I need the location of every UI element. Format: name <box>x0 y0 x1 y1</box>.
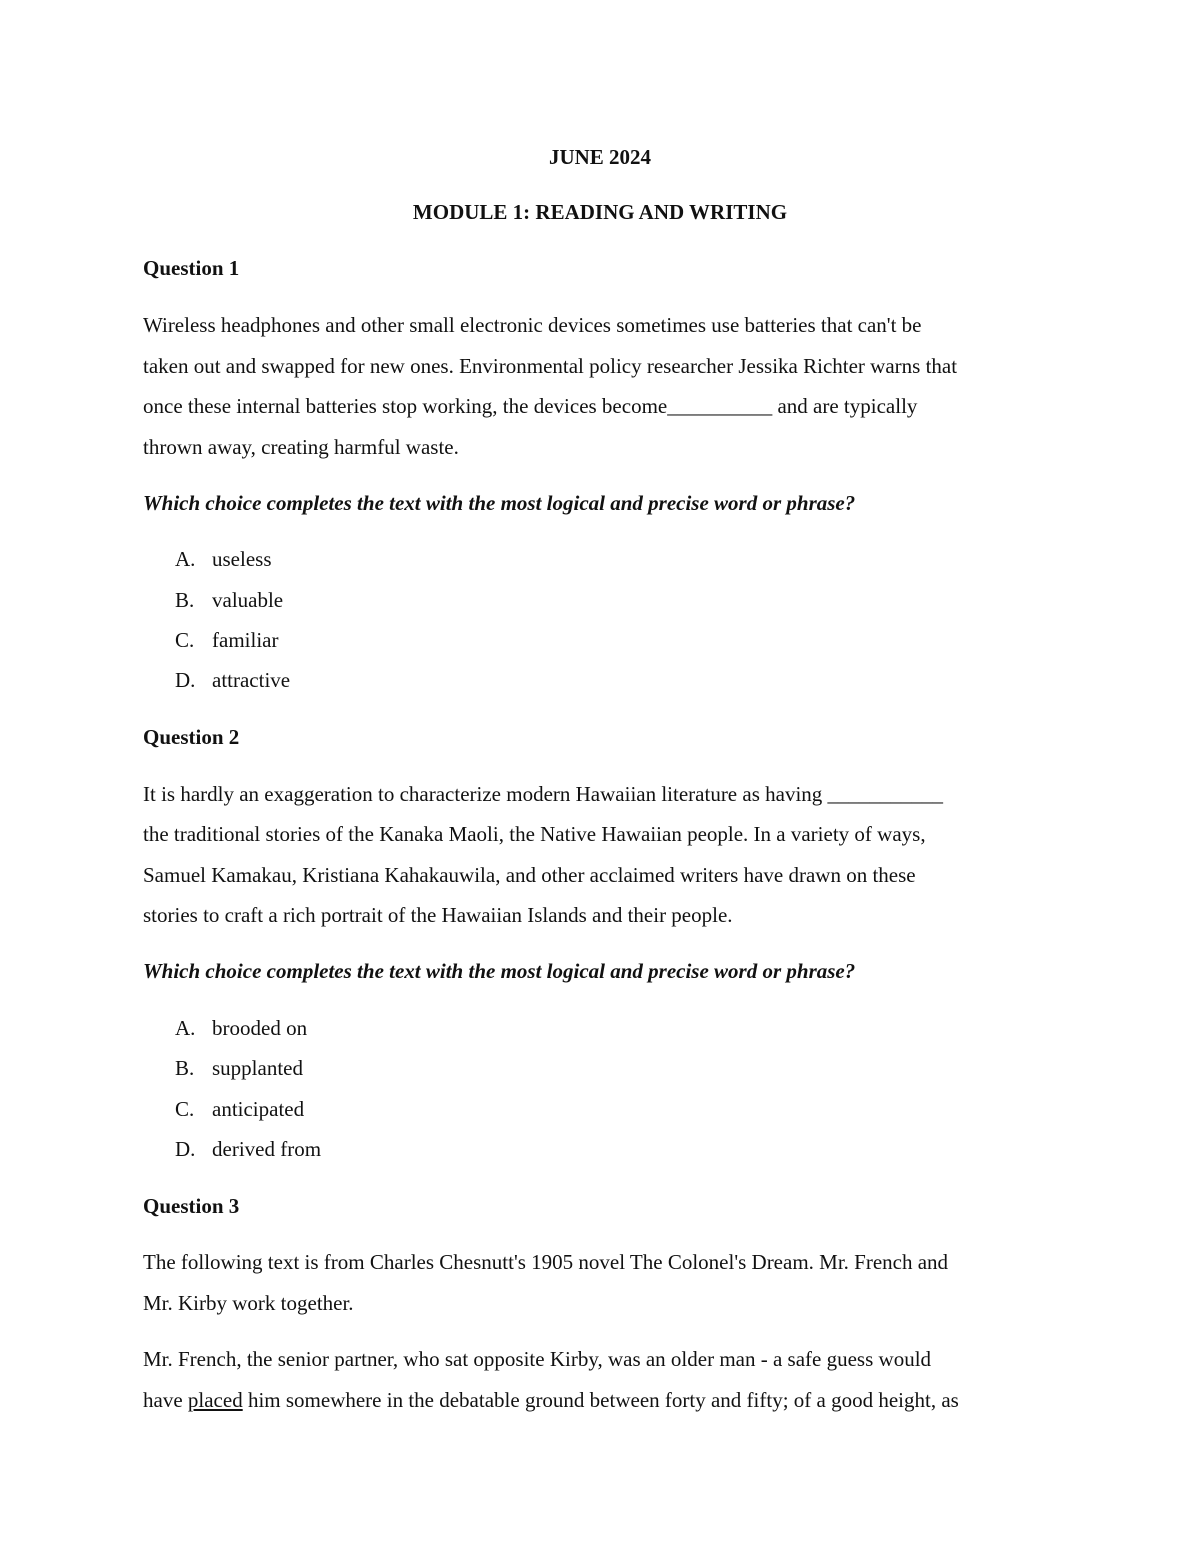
question-2-prompt: Which choice completes the text with the most logical and precise word or phrase? <box>143 959 856 983</box>
question-3-intro-line: The following text is from Charles Chesnutt's 1905 novel The Colonel's Dream. Mr. French and <box>143 1250 949 1274</box>
module-title: MODULE 1: READING AND WRITING <box>412 200 788 224</box>
option-text: supplanted <box>212 1056 303 1080</box>
question-2-passage-line: stories to craft a rich portrait of the Hawaiian Islands and their people. <box>143 903 733 927</box>
question-2-passage-line: Samuel Kamakau, Kristiana Kahakauwila, and other acclaimed writers have drawn on these <box>143 863 916 887</box>
question-1-passage-line: once these internal batteries stop working, the devices become__________ and are typically <box>143 394 918 418</box>
question-2-option-a[interactable] <box>175 1014 307 1042</box>
option-letter: C. <box>175 628 195 652</box>
question-3-heading: Question 3 <box>143 1194 240 1218</box>
question-3-intro-line: Mr. Kirby work together. <box>143 1291 354 1315</box>
question-1-heading: Question 1 <box>143 256 240 280</box>
option-letter: A. <box>175 547 196 571</box>
question-1-option-a[interactable] <box>175 545 272 573</box>
question-1-option-b[interactable] <box>175 586 283 614</box>
question-1-passage-line: thrown away, creating harmful waste. <box>143 435 459 459</box>
question-1-passage-line: Wireless headphones and other small electronic devices sometimes use batteries that can't be <box>143 313 922 337</box>
option-letter: D. <box>175 1137 196 1161</box>
document-date: JUNE 2024 <box>548 145 652 169</box>
option-letter: A. <box>175 1016 196 1040</box>
option-letter: B. <box>175 1056 195 1080</box>
option-letter: C. <box>175 1097 195 1121</box>
option-text: useless <box>212 547 272 571</box>
question-1-option-c[interactable] <box>175 626 278 654</box>
option-text: anticipated <box>212 1097 305 1121</box>
option-text: brooded on <box>212 1016 308 1040</box>
underlined-word: placed <box>187 1388 243 1412</box>
question-1-prompt: Which choice completes the text with the most logical and precise word or phrase? <box>143 491 856 515</box>
passage-text: him somewhere in the debatable ground between forty and fifty; of a good height, as <box>242 1388 959 1412</box>
question-3-passage-line <box>143 1386 959 1414</box>
question-2-heading: Question 2 <box>143 725 240 749</box>
option-text: derived from <box>212 1137 322 1161</box>
option-text: valuable <box>212 588 284 612</box>
option-text: familiar <box>212 628 279 652</box>
option-text: attractive <box>212 668 291 692</box>
option-letter: D. <box>175 668 196 692</box>
question-3-passage-line: Mr. French, the senior partner, who sat opposite Kirby, was an older man - a safe guess would <box>143 1347 932 1371</box>
question-1-passage-line: taken out and swapped for new ones. Environmental policy researcher Jessika Richter warns that <box>143 354 958 378</box>
question-1-option-d[interactable] <box>175 666 290 694</box>
passage-text: have <box>143 1388 188 1412</box>
question-2-option-c[interactable] <box>175 1095 304 1123</box>
question-2-option-d[interactable] <box>175 1135 321 1163</box>
question-2-option-b[interactable] <box>175 1054 303 1082</box>
option-letter: B. <box>175 588 195 612</box>
question-2-passage-line: the traditional stories of the Kanaka Maoli, the Native Hawaiian people. In a variety of ways, <box>143 822 926 846</box>
question-2-passage-line: It is hardly an exaggeration to characterize modern Hawaiian literature as having ___________ <box>143 782 944 806</box>
